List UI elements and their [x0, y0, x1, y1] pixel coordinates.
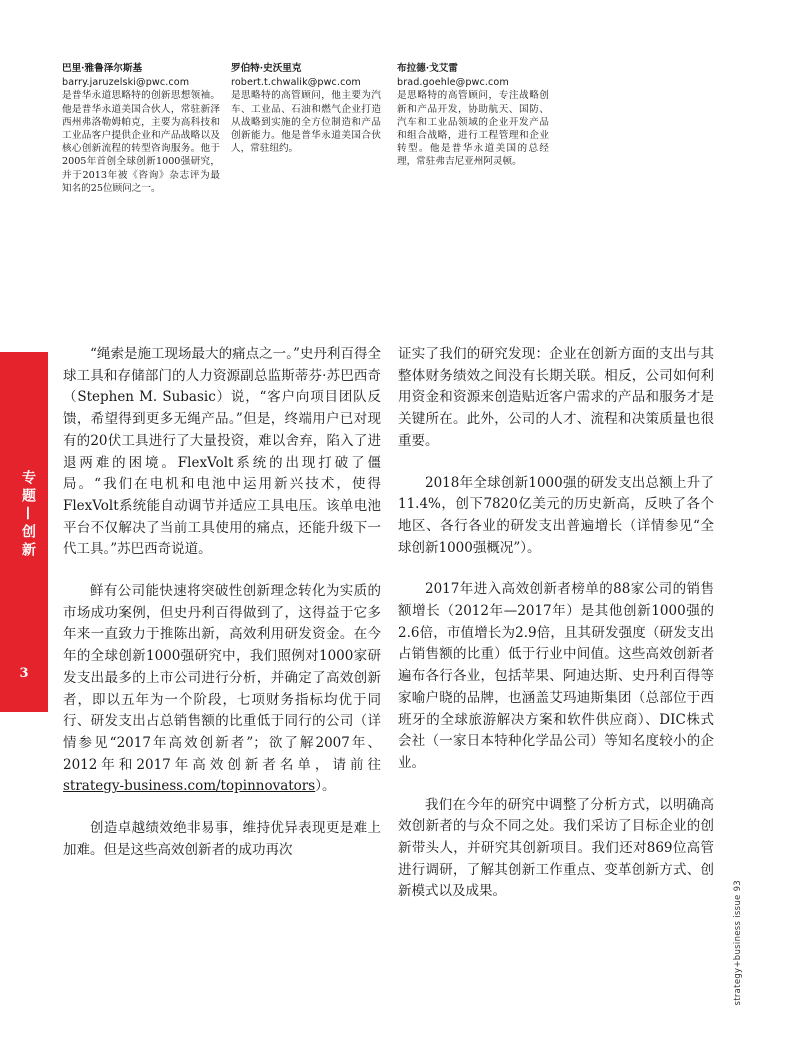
author-name: 布拉德·戈艾雷 [397, 63, 458, 74]
paragraph: 创造卓越绩效绝非易事，维持优异表现更是难上加难。但是这些高效创新者的成功再次 [63, 820, 381, 858]
body-column-right [398, 344, 714, 923]
author-description: 是普华永道思略特的创新思想领袖。他是普华永道美国合伙人，常驻新泽西州弗洛勒姆帕克，主要为高科技和工业品客户提供企业和产品战略以及核心创新流程的转型咨询服务。他于2005年首创全球创新1000强研究，并于2013年被《咨询》杂志评为最知名的25位顾问之一。 [62, 90, 220, 194]
author-email[interactable]: brad.goehle@pwc.com [397, 77, 509, 89]
paragraph [63, 581, 381, 798]
author-description: 是思略特的高管顾问，他主要为汽车、工业品、石油和燃气企业打造从战略到实施的全方位制造和产品创新能力。他是普华永道美国合伙人，常驻纽约。 [231, 90, 381, 155]
author-bio-chwalik [231, 62, 381, 155]
paragraph-text-end: ）。 [315, 778, 336, 795]
paragraph: “绳索是施工现场最大的痛点之一。”史丹利百得全球工具和存储部门的人力资源副总监斯蒂芬·苏巴西奇（Stephen M. Subasic）说，“客户向项目团队反馈，希望得到更多无绳产品。”但是，终端用户已对现有的20伏工具进行了大量投资，难以舍弃，陷入了进退两难的困境。FlexVolt系统的出现打破了僵局。“我们在电机和电池中运用新兴技术，使得FlexVolt系统能自动调节并适应工具电压。该单电池平台不仅解决了当前工具使用的痛点，还能升级下一代工具。”苏巴西奇说道。 [63, 346, 381, 558]
author-bio-jaruzelski [62, 62, 220, 195]
author-email[interactable]: barry.jaruzelski@pwc.com [62, 77, 190, 89]
author-name: 巴里·雅鲁泽尔斯基 [62, 63, 143, 74]
section-sidebar [0, 352, 48, 712]
body-column-left [63, 344, 381, 881]
section-label: 专题—创新 [20, 470, 36, 560]
author-description: 是思略特的高管顾问，专注战略创新和产品开发，协助航天、国防、汽车和工业品领域的企业开发产品和组合战略，进行工程管理和企业转型。他是普华永道美国的总经理，常驻弗吉尼亚州阿灵顿。 [397, 90, 549, 168]
paragraph: 2017年进入高效创新者榜单的88家公司的销售额增长（2012年—2017年）是其他创新1000强的2.6倍，市值增长为2.9倍，且其研发强度（研发支出占销售额的比重）低于行业中间值。这些高效创新者遍布各行各业，包括苹果、阿迪达斯、史丹利百得等家喻户晓的品牌，也涵盖艾玛迪斯集团（总部位于西班牙的全球旅游解决方案和软件供应商）、DIC株式会社（一家日本特种化学品公司）等知名度较小的企业。 [398, 581, 714, 771]
author-bio-goehle [397, 62, 549, 169]
paragraph: 证实了我们的研究发现：企业在创新方面的支出与其整体财务绩效之间没有长期关联。相反，公司如何利用资金和资源来创造贴近客户需求的产品和服务才是关键所在。此外，公司的人才、流程和决策质量也很重要。 [398, 346, 714, 449]
author-email[interactable]: robert.t.chwalik@pwc.com [231, 77, 361, 89]
topinnovators-link[interactable]: strategy-business.com/topinnovators [63, 778, 316, 795]
footer-issue-label: strategy+business issue 93 [733, 880, 743, 1006]
page-number: 3 [19, 666, 29, 681]
paragraph: 我们在今年的研究中调整了分析方式，以明确高效创新者的与众不同之处。我们采访了目标企业的创新带头人，并研究其创新项目。我们还对869位高管进行调研，了解其创新工作重点、变革创新方式、创新模式以及成果。 [398, 796, 714, 900]
author-name: 罗伯特·史沃里克 [231, 63, 302, 74]
paragraph: 2018年全球创新1000强的研发支出总额上升了11.4%，创下7820亿美元的历史新高，反映了各个地区、各行各业的研发支出普遍增长（详情参见“全球创新1000强概况”）。 [398, 474, 714, 556]
paragraph-text: 鲜有公司能快速将突破性创新理念转化为实质的市场成功案例，但史丹利百得做到了，这得益于它多年来一直致力于推陈出新，高效利用研发资金。在今年的全球创新1000强研究中，我们照例对1000家研发支出最多的上市公司进行分析，并确定了高效创新者，即以五年为一个阶段，七项财务指标均优于同行、研发支出占总销售额的比重低于同行的公司（详情参见“2017年高效创新者”；欲了解2007年、2012年和2017年高效创新者名单，请前往 [63, 583, 381, 773]
